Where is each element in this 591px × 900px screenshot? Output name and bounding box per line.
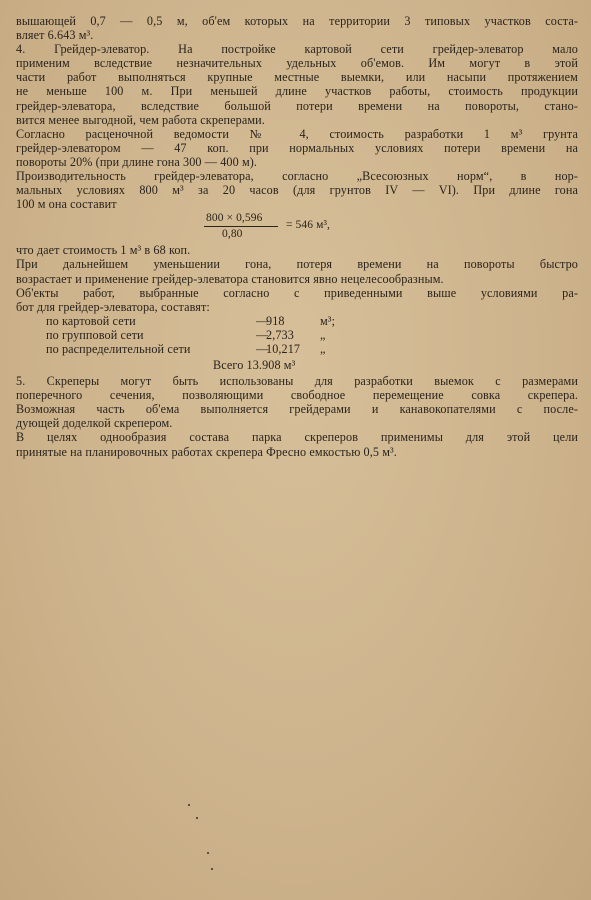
spec-dash: — xyxy=(256,313,269,328)
text-line: поперечного сечения, позволяющими свободное перемещение совка скрепера. xyxy=(16,388,578,403)
text-line: 5. Скреперы могут быть использованы для разработки выемок с размерами xyxy=(16,374,578,389)
text-line: дующей доделкой скрепером. xyxy=(16,416,173,431)
text-line: грейдер-элеватора, вследствие большой потери времени на повороты, стано- xyxy=(16,98,578,113)
spec-value: 2,733 xyxy=(266,327,294,342)
formula-result: = 546 м³, xyxy=(286,219,330,232)
text-line: грейдер-элеватором — 47 коп. при нормальных условиях потери времени на xyxy=(16,140,578,155)
paper-speck xyxy=(207,852,209,854)
text-line: 100 м она составит xyxy=(16,197,117,212)
text-line: не меньше 100 м. При меньшей длине участков работы, стоимость продукции xyxy=(16,84,578,99)
text-line: Об'екты работ, выбранные согласно с приведенными выше условиями ра- xyxy=(16,285,578,300)
paper-speck xyxy=(196,817,198,819)
spec-unit: м³; xyxy=(320,313,336,328)
spec-label: по картовой сети xyxy=(46,313,136,328)
document-page xyxy=(16,14,578,459)
text-line: Возможная часть об'ема выполняется грейдерами и канавокопателями с после- xyxy=(16,402,578,417)
text-line: вляет 6.643 м³. xyxy=(16,28,94,43)
spec-label: по групповой сети xyxy=(46,327,144,342)
paper-speck xyxy=(188,804,190,806)
text-line: вышающей 0,7 — 0,5 м, об'ем которых на территории 3 типовых участков соста- xyxy=(16,14,578,28)
spec-row xyxy=(16,314,578,328)
spec-value: 918 xyxy=(266,313,285,328)
spec-row xyxy=(16,328,578,342)
total-line: Всего 13.908 м³ xyxy=(213,358,296,373)
text-line: применим вследствие незначительных удельных об'емов. Им могут в этой xyxy=(16,56,578,71)
text-line: Производительность грейдер-элеватора, согласно „Всесоюзных норм“, в нор- xyxy=(16,169,578,184)
text-line: Согласно расценочной ведомости № 4, стоимость разработки 1 м³ грунта xyxy=(16,126,578,141)
paper-speck xyxy=(211,868,213,870)
formula xyxy=(202,211,372,243)
spec-value: 10,217 xyxy=(266,341,301,356)
formula-numerator: 800 × 0,596 xyxy=(206,212,263,225)
spec-dash: — xyxy=(256,341,269,356)
text-line: принятые на планировочных работах скрепера Фресно емкостью 0,5 м³. xyxy=(16,444,397,459)
formula-denominator: 0,80 xyxy=(222,228,243,241)
spec-label: по распределительной сети xyxy=(46,341,191,356)
text-line: повороты 20% (при длине гона 300 — 400 м). xyxy=(16,154,258,169)
spec-dash: — xyxy=(256,327,269,342)
text-line: При дальнейшем уменьшении гона, потеря времени на повороты быстро xyxy=(16,257,578,272)
text-line: В целях однообразия состава парка скреперов применимы для этой цели xyxy=(16,430,578,445)
text-line: что дает стоимость 1 м³ в 68 коп. xyxy=(16,243,191,258)
text-line: бот для грейдер-элеватора, составят: xyxy=(16,299,210,314)
text-line: возрастает и применение грейдер-элеватора становится явно нецелесообразным. xyxy=(16,271,444,286)
text-line: мальных условиях 800 м³ за 20 часов (для грунтов IV — VI). При длине гона xyxy=(16,183,578,198)
spec-unit: „ xyxy=(320,327,326,342)
spec-row xyxy=(16,342,578,356)
text-line: 4. Грейдер-элеватор. На постройке картовой сети грейдер-элеватор мало xyxy=(16,42,578,57)
text-line: вится менее выгодной, чем работа скреперами. xyxy=(16,112,265,127)
text-line: части работ выполняться крупные местные выемки, или насыпи протяжением xyxy=(16,70,578,85)
spec-unit: „ xyxy=(320,341,326,356)
